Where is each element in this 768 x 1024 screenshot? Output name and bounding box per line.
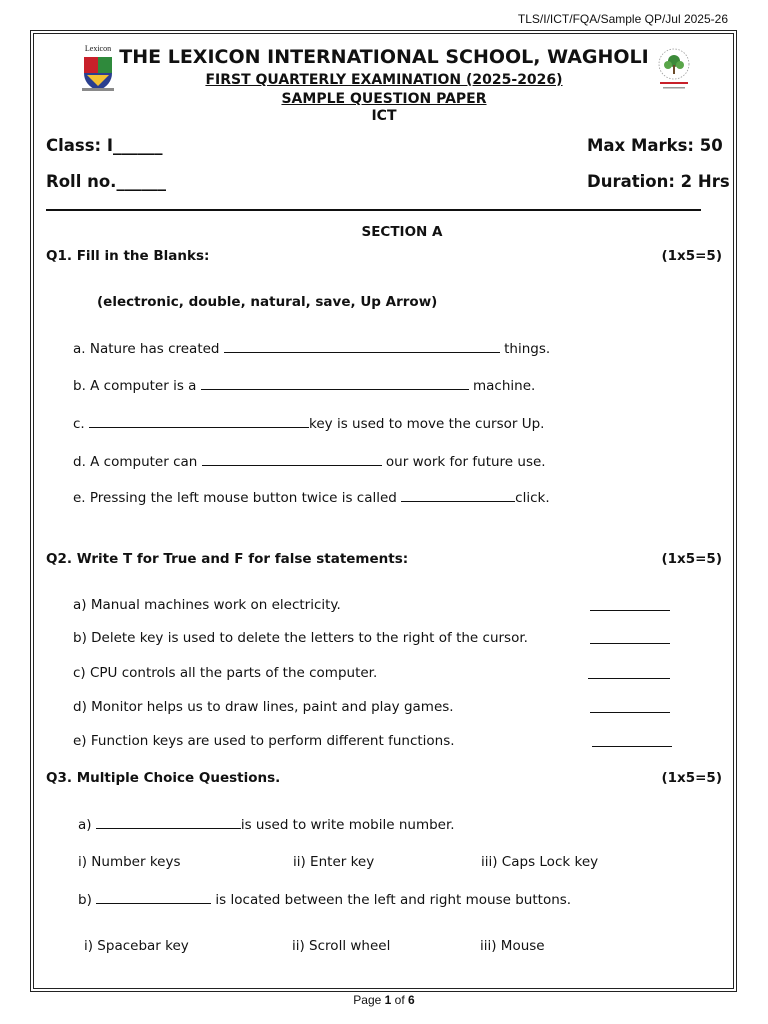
true-false-blank[interactable] (590, 631, 670, 644)
q1-title: Q1. Fill in the Blanks: (46, 248, 210, 264)
answer-blank[interactable] (401, 489, 515, 502)
q1-item-c: c. key is used to move the cursor Up. (73, 416, 545, 432)
q2-title: Q2. Write T for True and F for false statements: (46, 551, 409, 567)
q2-marks: (1x5=5) (661, 551, 722, 567)
q3-a-option-2: ii) Enter key (293, 854, 375, 870)
q1-marks: (1x5=5) (661, 248, 722, 264)
q2-statement-d: d) Monitor helps us to draw lines, paint and play games. (73, 699, 454, 715)
q3-a-option-3: iii) Caps Lock key (481, 854, 599, 870)
logo-text: Lexicon (84, 44, 112, 53)
subject: ICT (371, 108, 397, 124)
q3-a-option-1: i) Number keys (78, 854, 181, 870)
paper-type: SAMPLE QUESTION PAPER (281, 91, 487, 107)
answer-blank[interactable] (202, 453, 382, 466)
q3-question-a: a) is used to write mobile number. (78, 817, 455, 833)
q1-word-bank: (electronic, double, natural, save, Up Arrow) (97, 294, 438, 310)
school-name: THE LEXICON INTERNATIONAL SCHOOL, WAGHOLI (119, 46, 649, 68)
true-false-blank[interactable] (592, 734, 672, 747)
class-field: Class: I______ (46, 136, 163, 155)
q2-statement-a: a) Manual machines work on electricity. (73, 597, 341, 613)
q2-statement-e: e) Function keys are used to perform different functions. (73, 733, 455, 749)
document-reference: TLS/I/ICT/FQA/Sample QP/Jul 2025-26 (517, 12, 728, 26)
q1-item-a: a. Nature has created things. (73, 341, 551, 357)
answer-blank[interactable] (89, 415, 309, 428)
true-false-blank[interactable] (588, 666, 670, 679)
exam-title: FIRST QUARTERLY EXAMINATION (2025-2026) (205, 72, 563, 88)
q3-title: Q3. Multiple Choice Questions. (46, 770, 281, 786)
q2-statement-c: c) CPU controls all the parts of the computer. (73, 665, 378, 681)
q3-b-option-1: i) Spacebar key (84, 938, 189, 954)
q3-b-option-2: ii) Scroll wheel (292, 938, 391, 954)
q3-marks: (1x5=5) (661, 770, 722, 786)
q3-question-b: b) is located between the left and right mouse buttons. (78, 892, 572, 908)
page-number: Page 1 of 6 (353, 993, 415, 1007)
answer-blank[interactable] (96, 816, 241, 829)
roll-number-field: Roll no.______ (46, 172, 166, 191)
max-marks: Max Marks: 50 (587, 136, 723, 155)
true-false-blank[interactable] (590, 598, 670, 611)
duration: Duration: 2 Hrs (587, 172, 730, 191)
section-title: SECTION A (361, 224, 443, 240)
answer-blank[interactable] (201, 377, 469, 390)
true-false-blank[interactable] (590, 700, 670, 713)
q2-statement-b: b) Delete key is used to delete the letters to the right of the cursor. (73, 630, 528, 646)
q1-item-e: e. Pressing the left mouse button twice is called click. (73, 490, 550, 506)
answer-blank[interactable] (224, 340, 500, 353)
q1-item-b: b. A computer is a machine. (73, 378, 536, 394)
q1-item-d: d. A computer can our work for future use. (73, 454, 546, 470)
q3-b-option-3: iii) Mouse (480, 938, 545, 954)
header-divider (46, 209, 701, 211)
answer-blank[interactable] (96, 891, 211, 904)
